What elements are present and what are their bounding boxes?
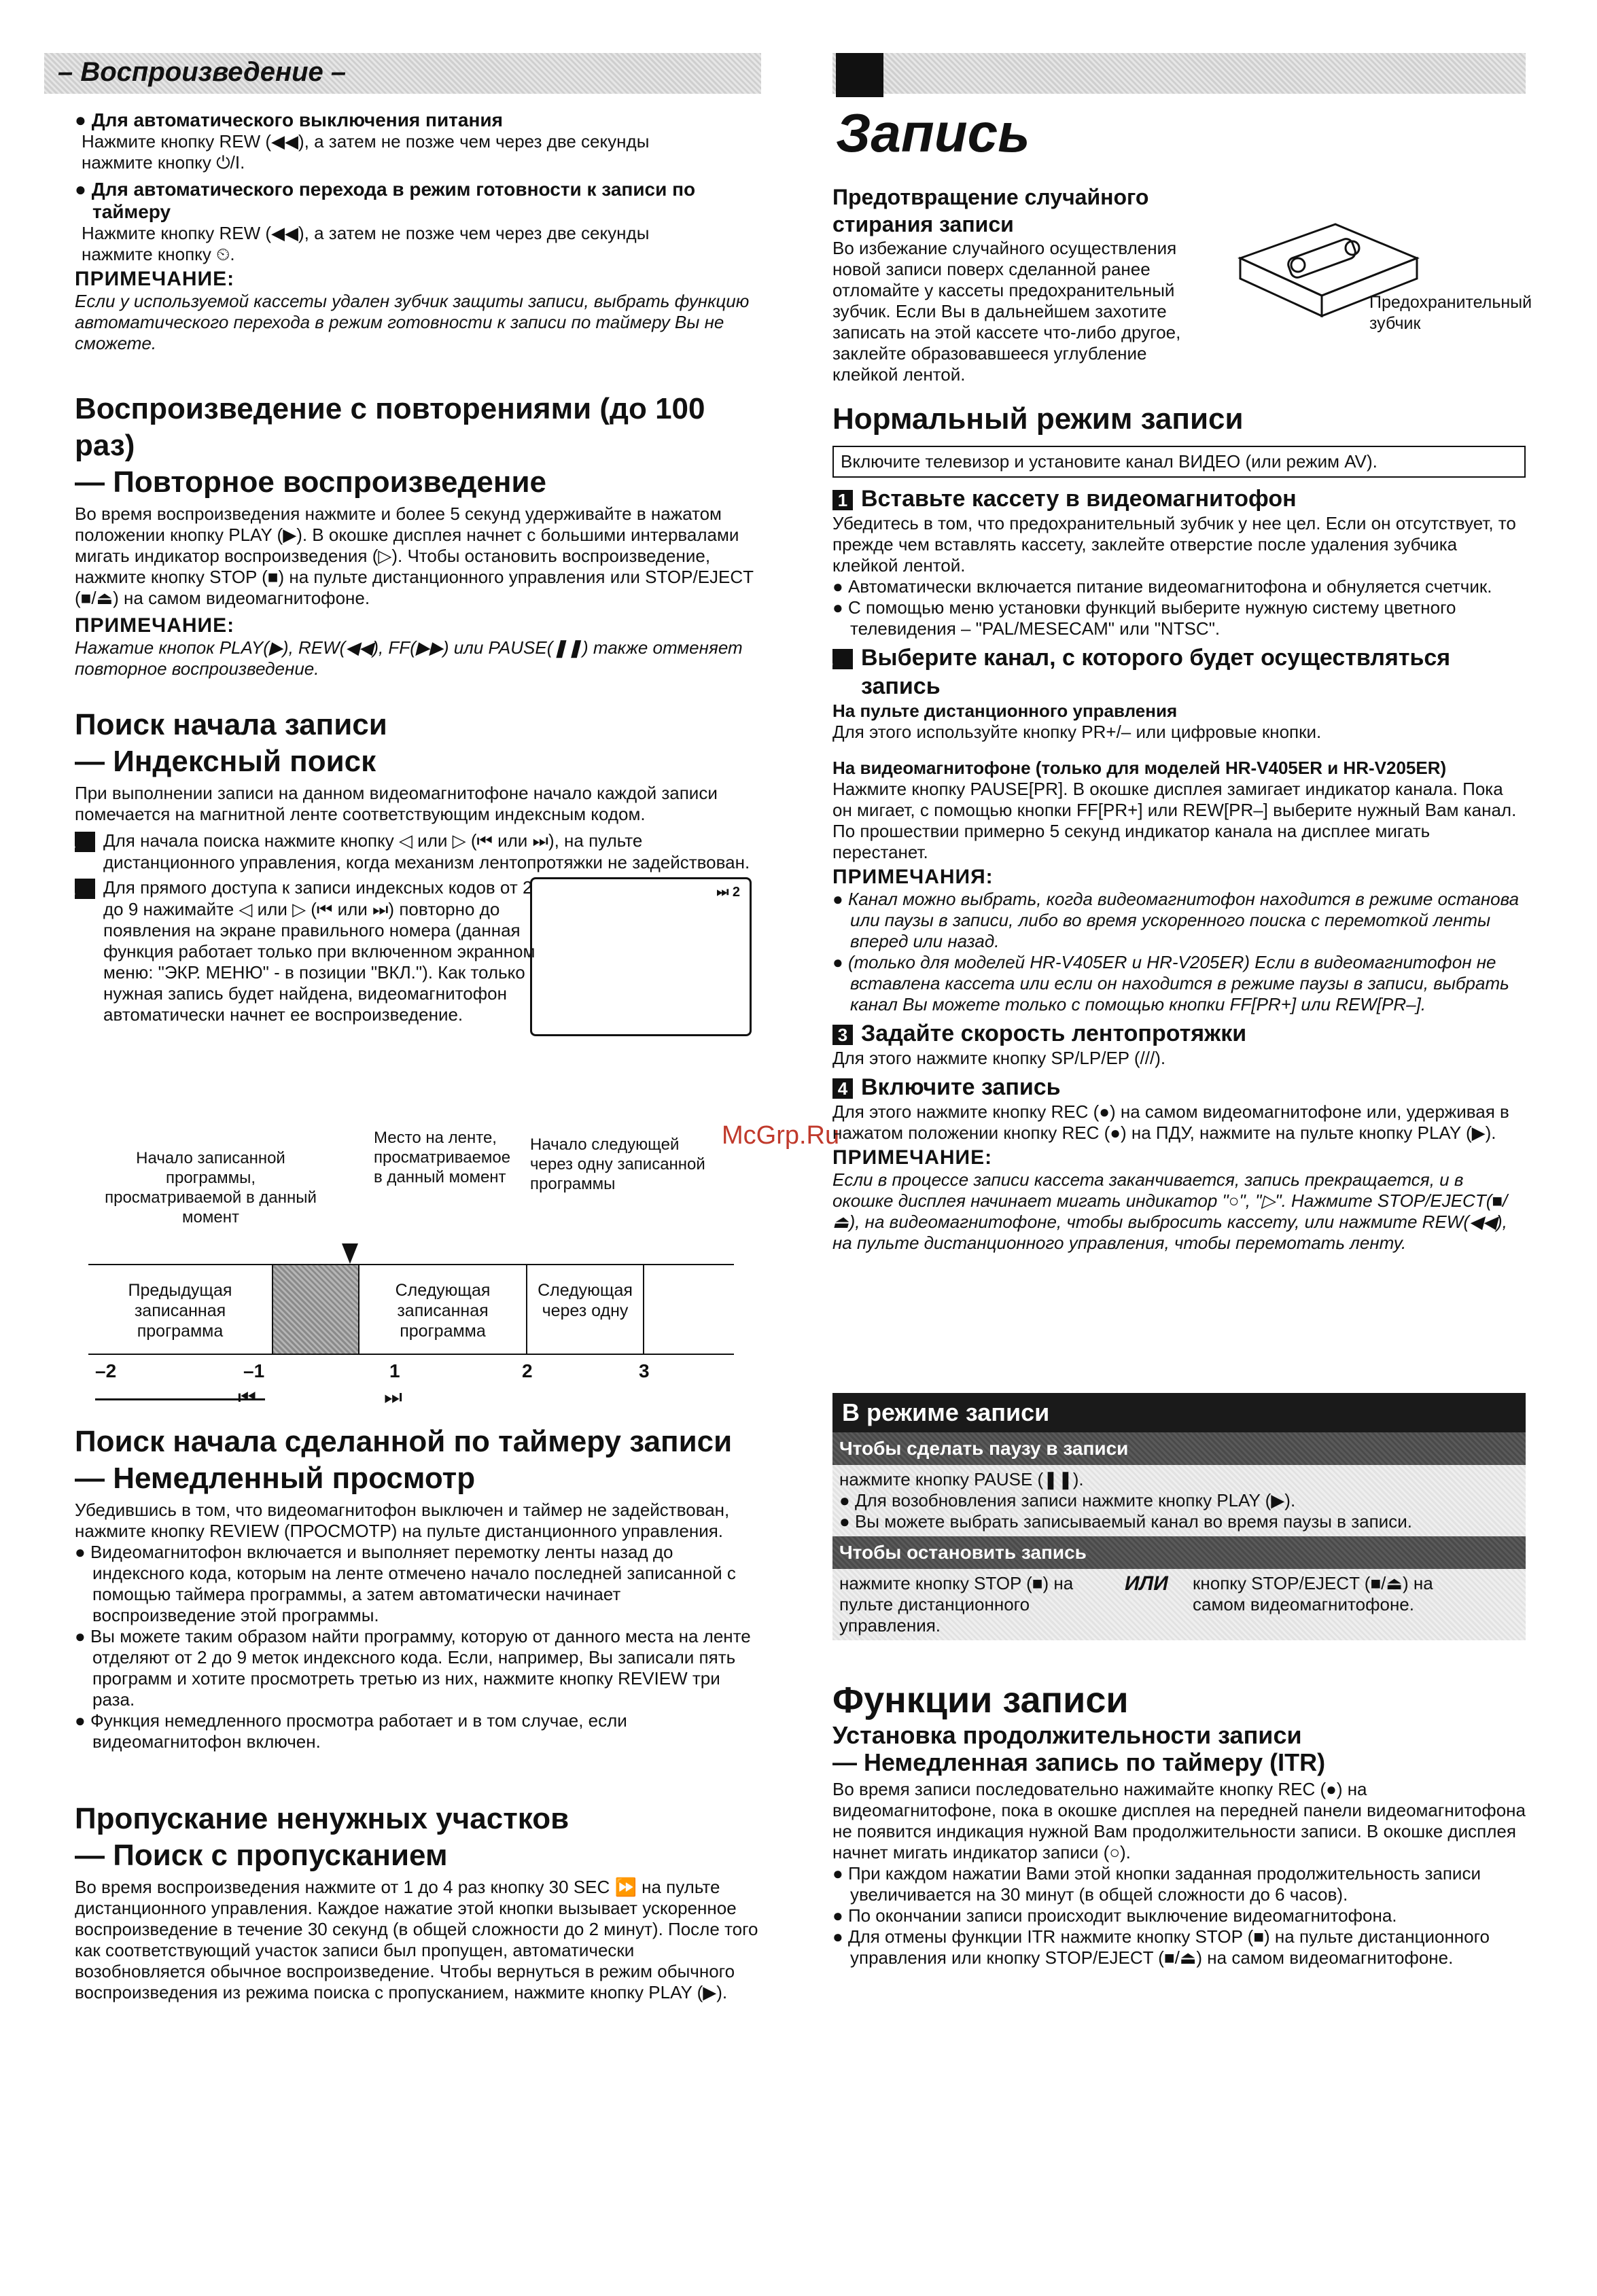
rec-step4-body: Для этого нажмите кнопку REC (●) на самом видеомагнитофоне или, удерживая в нажатом положении кнопку REC (●) на ПДУ, нажмите на пульте кнопку PLAY (▶). — [832, 1101, 1509, 1143]
mark-1: 1 — [389, 1360, 400, 1381]
pause-box: нажмите кнопку PAUSE (❚❚). ● Для возобновления записи нажмите кнопку PLAY (▶). ● Вы можете выбрать записываемый канал во время паузы в записи. — [832, 1465, 1526, 1536]
rec-note1: Канал можно выбрать, когда видеомагнитофон находится в режиме останова или паузы в записи, либо во время ускоренного поиска с перемоткой ленты вперед или назад. — [847, 889, 1520, 951]
right-header-block — [836, 53, 883, 97]
watermark: McGrp.Ru — [722, 1121, 840, 1150]
auto-timer-line2: нажмите кнопку ⏲. — [82, 244, 235, 264]
rec-step2-vcr-body: Нажмите кнопку PAUSE[PR]. В окошке дисплея замигает индикатор канала. Пока он мигает, с помощью кнопки FF[PR+] или REW[PR–] выберите нужный Вам канал. По прошествии примерно 5 секунд индикатор канала на дисплее мигать перестанет. — [832, 779, 1517, 862]
mark-3: 3 — [639, 1360, 650, 1381]
index-diagram — [75, 1129, 761, 1409]
stop-or: ИЛИ — [1125, 1572, 1168, 1595]
functions-title: Функции записи — [832, 1680, 1129, 1720]
rec-step3-title: Задайте скорость лентопротяжки — [861, 1021, 1247, 1046]
index-subtitle: — Индексный поиск — [75, 745, 376, 778]
protect-body: Во избежание случайного осуществления новой записи поверх сделанной ранее отломайте у кассеты предохранительный зубчик. Если Вы в дальнейшем захотите записать на этой кассете что-либо другое, заклейте образовавшееся углубление клейкой лентой. — [832, 238, 1181, 385]
timer-review-bullet1: Видеомагнитофон включается и выполняет перемотку ленты назад до индексного кода, которым на ленте отмечено начало последней записанной с помощью таймера программы, а затем автоматически начинает воспроизведение этой программы. — [90, 1542, 736, 1625]
pause-bullet2: Вы можете выбрать записываемый канал во время паузы в записи. — [854, 1511, 1412, 1532]
functions-bullet3: Для отмены функции ITR нажмите кнопку STOP (■) на пульте дистанционного управления или кнопку STOP/EJECT (■/⏏) на самом видеомагнитофоне. — [847, 1926, 1490, 1968]
stop-box — [832, 1569, 1526, 1640]
section-header — [44, 53, 761, 94]
skip-body: Во время воспроизведения нажмите от 1 до 4 раз кнопку 30 SEC ⏩ на пульте дистанционного управления. Каждое нажатие этой кнопки вызывает ускоренное воспроизведение в течение 30 секунд (в общей сложности до 2 минут). После того как соответствующий участок записи был пропущен, автоматически возобновляется обычное воспроизведение. Чтобы вернуться в режим обычного воспроизведения из режима поиска с пропусканием, нажмите кнопку PLAY (▶). — [75, 1877, 758, 2002]
tape-segment-next: Следующая записанная программа — [359, 1265, 527, 1354]
diagram-label-next-start: Начало следующей через одну записанной программы — [530, 1135, 705, 1193]
skip-subtitle: — Поиск с пропусканием — [75, 1839, 448, 1872]
functions-section: Функции записи Установка продолжительности записи — Немедленная запись по таймеру (ITR) Во время записи последовательно нажимайте кнопку REC (●) на видеомагнитофоне, пока в окошке дисплея на передней панели видеомагнитофона не появится индикация нужной Вам продолжительности записи. В окошке дисплея начнет мигать индикатор записи (○). ● При каждом нажатии Вами этой кнопки заданная продолжительность записи увеличивается на 30 минут (в общей сложности до 6 часов). ● По окончании записи происходит выключение видеомагнитофона. ● Для отмены функции ITR нажмите кнопку STOP (■) на пульте дистанционного управления или кнопку STOP/EJECT (■/⏏) на самом видеомагнитофоне. — [832, 1680, 1526, 1968]
rec-step-1-badge: 1 — [832, 490, 853, 510]
tape-strip — [88, 1264, 734, 1355]
timer-review-section: Поиск начала сделанной по таймеру записи — Немедленный просмотр Убедившись в том, что видеомагнитофон выключен и таймер не задействован, нажмите кнопку REVIEW (ПРОСМОТР) на пульте дистанционного управления. ● Видеомагнитофон включается и выполняет перемотку ленты назад до индексного кода, которым на ленте отмечено начало последней записанной с помощью таймера программы, а затем автоматически начинает воспроизведение этой программы. ● Вы можете таким образом найти программу, которую от данного места на ленте отделяют от 2 до 9 меток индексного кода. Если, например, Вы записали пять программ и хотите просмотреть третью из них, нажмите кнопку REVIEW три раза. ● Функция немедленного просмотра работает и в том случае, если видеомагнитофон включен. — [75, 1424, 761, 1752]
rec-step1-body: Убедитесь в том, что предохранительный зубчик у нее цел. Если он отсутствует, то прежде чем вставлять кассету, заклейте отверстие после удаления зубчика клейкой лентой. — [832, 513, 1516, 576]
skip-section — [75, 1801, 761, 2003]
rec-note-label: ПРИМЕЧАНИЕ: — [832, 1146, 993, 1169]
functions-body: Во время записи последовательно нажимайте кнопку REC (●) на видеомагнитофоне, пока в окошке дисплея на передней панели видеомагнитофона не появится индикация нужной Вам продолжительности записи. В окошке дисплея начнет мигать индикатор записи (○). — [832, 1779, 1526, 1862]
tape-segment-next2: Следующая через одну — [527, 1265, 644, 1354]
rec-step1-bullet2: С помощью меню установки функций выберите нужную систему цветного телевидения – "PAL/MESECAM" или "NTSC". — [847, 597, 1456, 639]
auto-timer: ● Для автоматического перехода в режим готовности к записи по таймеру Нажмите кнопку REW (◀◀), а затем не позже чем через две секунды нажмите кнопку ⏲. ПРИМЕЧАНИЕ: Если у используемой кассеты удален зубчик защиты записи, выбрать функцию автоматического перехода в режим готовности к записи по таймеру Вы не сможете. — [75, 178, 761, 354]
rec-step1-title: Вставьте кассету в видеомагнитофон — [861, 486, 1297, 512]
rec-step-4-badge: 4 — [832, 1078, 853, 1099]
index-body: При выполнении записи на данном видеомагнитофоне начало каждой записи помечается на магнитной ленте соответствующим индексным кодом. — [75, 783, 718, 824]
index-section — [65, 707, 761, 1025]
tv-screen — [530, 877, 752, 1036]
index-title: Поиск начала записи — [75, 708, 387, 741]
repeat-title: Воспроизведение с повторениями (до 100 раз) — [75, 392, 705, 462]
rec-step3-body: Для этого нажмите кнопку SP/LP/EP (/‍/‍/). — [832, 1048, 1166, 1068]
diagram-label-start-current: Начало записанной программы, просматриваемой в данный момент — [105, 1149, 317, 1226]
pause-bullet1: Для возобновления записи нажмите кнопку PLAY (▶). — [854, 1490, 1296, 1511]
auto-timer-note-label: ПРИМЕЧАНИЕ: — [75, 268, 235, 290]
normal-boxed-instruction: Включите телевизор и установите канал ВИДЕО (или режим AV). — [832, 446, 1526, 478]
timer-review-title: Поиск начала сделанной по таймеру записи — [75, 1425, 733, 1458]
functions-bullet2: По окончании записи происходит выключение видеомагнитофона. — [847, 1905, 1397, 1926]
functions-sub2: — Немедленная запись по таймеру (ITR) — [832, 1748, 1326, 1776]
rec-note2: (только для моделей HR-V405ER и HR-V205ER) Если в видеомагнитофон не вставлена кассета или если он находится в режиме паузы в записи, выбрать канал Вы можете только с помощью кнопки FF[PR+] или REW[PR–]. — [847, 952, 1509, 1014]
auto-timer-line1: Нажмите кнопку REW (◀◀), а затем не позже чем через две секунды — [82, 223, 650, 243]
stop-left: нажмите кнопку STOP (■) на пульте дистанционного управления. — [839, 1573, 1074, 1636]
repeat-note: Нажатие кнопок PLAY(▶), REW(◀◀), FF(▶▶) или PAUSE(❚❚) также отменяет повторное воспроизведение. — [75, 637, 743, 679]
stop-head: Чтобы остановить запись — [832, 1536, 1526, 1569]
protect-section — [832, 183, 1532, 385]
rec-step-3-badge: 3 — [832, 1025, 853, 1045]
functions-sub1: Установка продолжительности записи — [832, 1721, 1302, 1749]
repeat-body: Во время воспроизведения нажмите и более 5 секунд удерживайте в нажатом положении кнопку PLAY (▶). В окошке дисплея начнет с большими интервалами мигать индикатор воспроизведения (▷). Чтобы остановить воспроизведение, нажмите кнопку STOP (■) на пульте дистанционного управления или STOP/EJECT (■/⏏) на самом видеомагнитофоне. — [75, 504, 754, 608]
timer-review-subtitle: — Немедленный просмотр — [75, 1462, 476, 1495]
stop-right: кнопку STOP/EJECT (■/⏏) на самом видеомагнитофоне. — [1193, 1573, 1433, 1614]
auto-power-off-line2: нажмите кнопку ⏻/I. — [82, 152, 245, 173]
auto-timer-note: Если у используемой кассеты удален зубчик защиты записи, выбрать функцию автоматического перехода в режим готовности к записи по таймеру Вы не сможете. — [75, 291, 750, 353]
normal-section: Нормальный режим записи Включите телевизор и установите канал ВИДЕО (или режим AV). 1 Вставьте кассету в видеомагнитофон Убедитесь в том, что предохранительный зубчик у нее цел. Если он отсутствует, то прежде чем вставлять кассету, заклейте отверстие после удаления зубчика клейкой лентой. ● Автоматически включается питание видеомагнитофона и обнуляется счетчик. ● С помощью меню установки функций выберите нужную систему цветного телевидения – "PAL/MESECAM" или "NTSC". 2 Выберите канал, с которого будет осуществляться запись На пульте дистанционного управления Для этого используйте кнопку PR+/– или цифровые кнопки. На видеомагнитофоне (только для моделей HR-V405ER и HR-V205ER) Нажмите кнопку PAUSE[PR]. В окошке дисплея замигает индикатор канала. Пока он мигает, с помощью кнопки FF[PR+] или REW[PR–] выберите нужный Вам канал. По прошествии примерно 5 секунд индикатор канала на дисплее мигать перестанет. ПРИМЕЧАНИЯ: ● Канал можно выбрать, когда видеомагнитофон находится в режиме останова или паузы в записи, либо во время ускоренного поиска с перемоткой ленты вперед или назад. ● (только для моделей HR-V405ER и HR-V205ER) Если в видеомагнитофон не вставлена кассета или если он находится в режиме паузы в записи, выбрать канал Вы можете только с помощью кнопки FF[PR+] или REW[PR–]. 3 Задайте скорость лентопротяжки Для этого нажмите кнопку SP/LP/EP (/‍/‍/). 4 Включите запись Для этого нажмите кнопку REC (●) на самом видеомагнитофоне или, удерживая в нажатом положении кнопку REC (●) на ПДУ, нажмите на пульте кнопку PLAY (▶). ПРИМЕЧАНИЕ: Если в процессе записи кассета заканчивается, запись прекращается, и в окошке дисплея начинает мигать индикатор "○", "▷". Нажмите STOP/EJECT(■/⏏), на видеомагнитофоне, чтобы выбросить кассету, или нажмите REW(◀◀), на пульте дистанционного управления, чтобы перемотать ленту. — [832, 401, 1526, 1254]
auto-timer-title: Для автоматического перехода в режим готовности к записи по таймеру — [91, 179, 696, 222]
step-1-badge: 1 — [75, 832, 95, 852]
diagram-label-place: Место на ленте, просматриваемое в данный момент — [374, 1129, 511, 1186]
rec-step2-remote-label: На пульте дистанционного управления — [832, 701, 1178, 721]
functions-bullet1: При каждом нажатии Вами этой кнопки заданная продолжительность записи увеличивается на 30 минут (в общей сложности до 6 часов). — [847, 1863, 1481, 1905]
protect-tab-label: Предохранительный зубчик — [1369, 293, 1532, 333]
auto-power-off: ● Для автоматического выключения питания Нажмите кнопку REW (◀◀), а затем не позже чем через две секунды нажмите кнопку ⏻/I. — [75, 109, 761, 173]
rec-step-2-badge: 2 — [832, 649, 853, 669]
step-2-badge: 2 — [75, 879, 95, 899]
rec-notes-label: ПРИМЕЧАНИЯ: — [832, 866, 994, 888]
rec-step1-bullet1: Автоматически включается питание видеомагнитофона и обнуляется счетчик. — [847, 576, 1492, 597]
repeat-section — [75, 391, 761, 679]
timer-review-body: Убедившись в том, что видеомагнитофон выключен и таймер не задействован, нажмите кнопку REVIEW (ПРОСМОТР) на пульте дистанционного управления. — [75, 1500, 730, 1541]
repeat-note-label: ПРИМЕЧАНИЕ: — [75, 614, 235, 637]
rec-mode-panel — [832, 1393, 1526, 1640]
auto-power-off-title: Для автоматического выключения питания — [91, 109, 503, 130]
rec-mode-title: В режиме записи — [832, 1393, 1526, 1432]
skip-title: Пропускание ненужных участков — [75, 1802, 569, 1835]
pause-head: Чтобы сделать паузу в записи — [832, 1432, 1526, 1465]
section-title: – Воспроизведение – — [58, 57, 347, 87]
rec-step2-remote-body: Для этого используйте кнопку PR+/– или цифровые кнопки. — [832, 722, 1322, 742]
protect-title: Предотвращение случайного стирания записи — [832, 185, 1149, 236]
rec-step4-title: Включите запись — [861, 1074, 1061, 1100]
timer-review-bullet3: Функция немедленного просмотра работает и в том случае, если видеомагнитофон включен. — [90, 1710, 627, 1752]
auto-power-off-line1: Нажмите кнопку REW (◀◀), а затем не позже чем через две секунды — [82, 131, 650, 152]
rec-note: Если в процессе записи кассета заканчивается, запись прекращается, и в окошке дисплея начинает мигать индикатор "○", "▷". Нажмите STOP/EJECT(■/⏏), на видеомагнитофоне, чтобы выбросить кассету, или нажмите REW(◀◀), на пульте дистанционного управления, чтобы перемотать ленту. — [832, 1169, 1508, 1253]
rewind-icon: ⏮ — [238, 1386, 256, 1409]
rec-step2-title: Выберите канал, с которого будет осуществляться запись — [861, 645, 1451, 699]
screen-index-label: ⏭ 2 — [716, 885, 740, 900]
repeat-subtitle: — Повторное воспроизведение — [75, 465, 546, 499]
forward-icon: ⏭ — [384, 1386, 402, 1409]
marker-arrow — [342, 1243, 358, 1264]
pause-body: нажмите кнопку PAUSE (❚❚). — [839, 1469, 1084, 1489]
tape-segment-prev: Предыдущая записанная программа — [88, 1265, 273, 1354]
timer-review-bullet2: Вы можете таким образом найти программу, которую от данного места на ленте отделяют от 2 до 9 меток индексного кода. Если, например, Вы записали пять программ и хотите просмотреть третью из них, нажмите кнопку REVIEW три раза. — [90, 1626, 751, 1710]
right-header-bar — [832, 53, 1526, 94]
mark-2: 2 — [522, 1360, 533, 1381]
mark-minus-2: –2 — [95, 1360, 117, 1381]
rec-step2-vcr-label: На видеомагнитофоне (только для моделей HR-V405ER и HR-V205ER) — [832, 758, 1447, 778]
tape-segment-current — [273, 1265, 359, 1354]
mark-minus-1: –1 — [243, 1360, 265, 1381]
index-step2: Для прямого доступа к записи индексных кодов от 2 до 9 нажимайте ◁ или ▷ (⏮ или ⏭) повторно до появления на экране правильного номера (данная функция работает только при включенном экранном меню: "ЭКР. МЕНЮ" - в позиции "ВКЛ."). Как только нужная запись будет найдена, видеомагнитофон автоматически начнет ее воспроизведение. — [103, 877, 536, 1025]
normal-title: Нормальный режим записи — [832, 402, 1244, 436]
page-title: Запись — [836, 103, 1030, 163]
index-step1: Для начала поиска нажмите кнопку ◁ или ▷ (⏮ или ⏭), на пульте дистанционного управления, когда механизм лентопротяжки не задействован. — [103, 830, 750, 873]
